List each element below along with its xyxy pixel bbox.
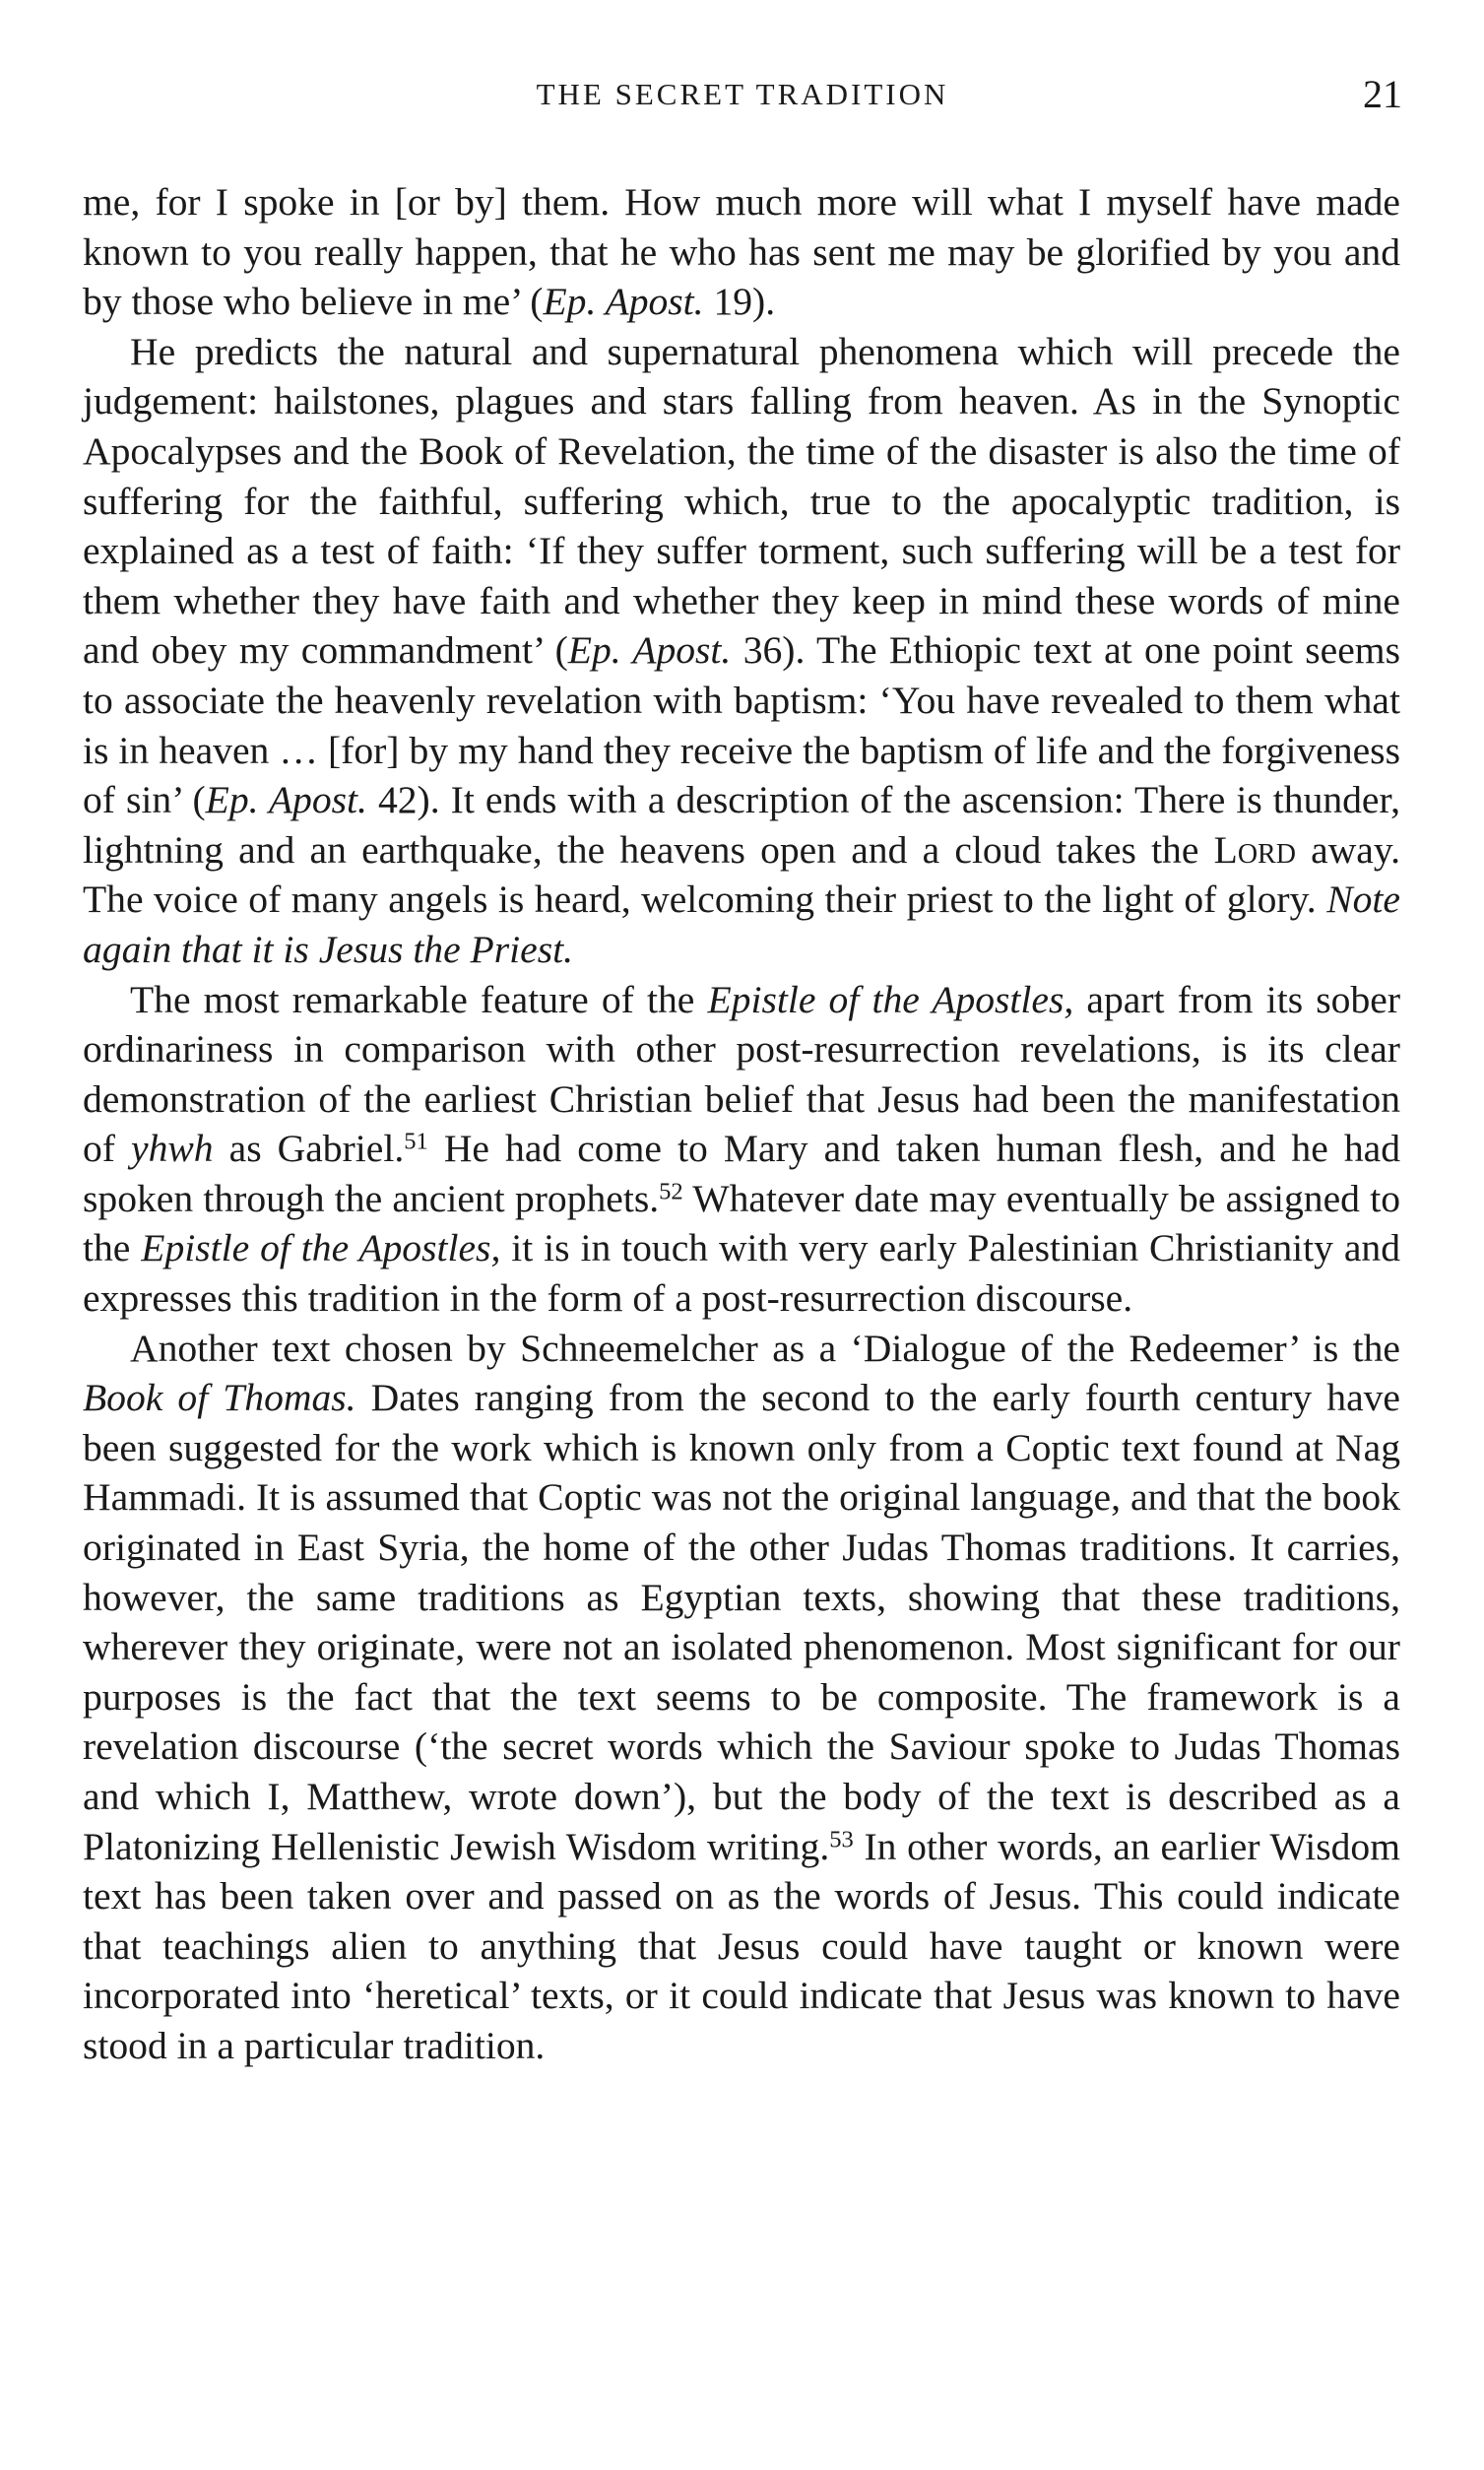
italic-run: Note again that it is Jesus the Priest. [83, 878, 1400, 971]
footnote-ref: 53 [829, 1826, 854, 1853]
running-head [83, 71, 1402, 120]
page-number: 21 [1363, 72, 1402, 116]
italic-run: Epistle of the Apostles, [707, 977, 1074, 1021]
text-run: Dates ranging from the second to the early fourth century have been suggested for the work which is known only from a Coptic text found at Nag Hammadi. It is assumed that Coptic was not the original language, and that the book originated in East Syria, the home of the other Judas Thomas traditions. It carries, however, the same traditions as Egyptian texts, showing that these traditions, wherever they originate, were not an isolated phenomenon. Most significant for our purposes is the fact that the text seems to be composite. The framework is a revelation discourse (‘the secret words which the Saviour spoke to Judas Thomas and which I, Matthew, wrote down’), but the body of the text is described as a Platonizing Hellenistic Jewish Wisdom writing. [83, 1376, 1400, 1868]
text-run: Whatever date may eventually be assigned to the [83, 1176, 1400, 1270]
running-title: THE SECRET TRADITION [536, 77, 949, 111]
text-run: In other words, an earlier Wisdom text has been taken over and passed on as the words of Jesus. This could indicate that teachings alien to anything that Jesus could have taught or known were incorporated into ‘heretical’ texts, or it could indicate that Jesus was known to have stood in a particular tradition. [83, 1824, 1400, 2067]
italic-run: Book of Thomas. [83, 1376, 356, 1420]
paragraph-4 [83, 1324, 1400, 2071]
text-run: as Gabriel. [213, 1127, 405, 1171]
italic-run: Ep. Apost. [543, 280, 704, 324]
text-run: The most remarkable feature of the [130, 977, 708, 1021]
text-run: 42). It ends with a description of the ascension: There is thunder, lightning and an earthquake, the heavens open and a cloud takes the [83, 778, 1400, 872]
text-run: it is in touch with very early Palestinian Christianity and expresses this tradition in the form of a post-resurrection discourse. [83, 1226, 1400, 1321]
italic-run: Epistle of the Apostles, [141, 1226, 501, 1270]
text-run: He had come to Mary and taken human flesh, and he had spoken through the ancient prophets. [83, 1127, 1400, 1220]
italic-run: Ep. Apost. [205, 778, 367, 822]
footnote-ref: 51 [404, 1129, 428, 1156]
text-run: 19). [703, 280, 776, 324]
text-run: me, for I spoke in [or by] them. How much more will what I myself have made known to you really happen, that he who has sent me may be glorified by you and by those who believe in me’ ( [83, 180, 1400, 324]
text-run: apart from its sober ordinariness in comparison with other post-resurrection revelations, is its clear demonstration of the earliest Christian belief that Jesus had been the manifestation of [83, 977, 1400, 1171]
paragraph-1 [83, 177, 1400, 327]
text-run: away. The voice of many angels is heard, welcoming their priest to the light of glory. [83, 827, 1400, 922]
italic-run: yhwh [131, 1127, 214, 1171]
text-run: 36). The Ethiopic text at one point seems to associate the heavenly revelation with baptism: ‘You have revealed to them what is in heaven … [for] by my hand they receive the baptism of life and the forgiveness of sin’ ( [83, 628, 1400, 822]
body-text [83, 177, 1400, 2071]
paragraph-2 [83, 327, 1400, 975]
paragraph-3 [83, 975, 1400, 1324]
text-run: He predicts the natural and supernatural phenomena which will precede the judgement: hailstones, plagues and stars falling from heaven. As in the Synoptic Apocalypses and the Book of Revelation, the time of the disaster is also the time of suffering for the faithful, suffering which, true to the apocalyptic tradition, is explained as a test of faith: ‘If they suffer torment, such suffering will be a test for them whether they have faith and whether they keep in mind these words of mine and obey my commandment’ ( [83, 329, 1400, 673]
footnote-ref: 52 [659, 1178, 683, 1205]
text-run: Another text chosen by Schneemelcher as a ‘Dialogue of the Redeemer’ is the [130, 1326, 1400, 1370]
italic-run: Ep. Apost. [567, 628, 732, 673]
small-caps-run: Lord [1213, 827, 1296, 872]
